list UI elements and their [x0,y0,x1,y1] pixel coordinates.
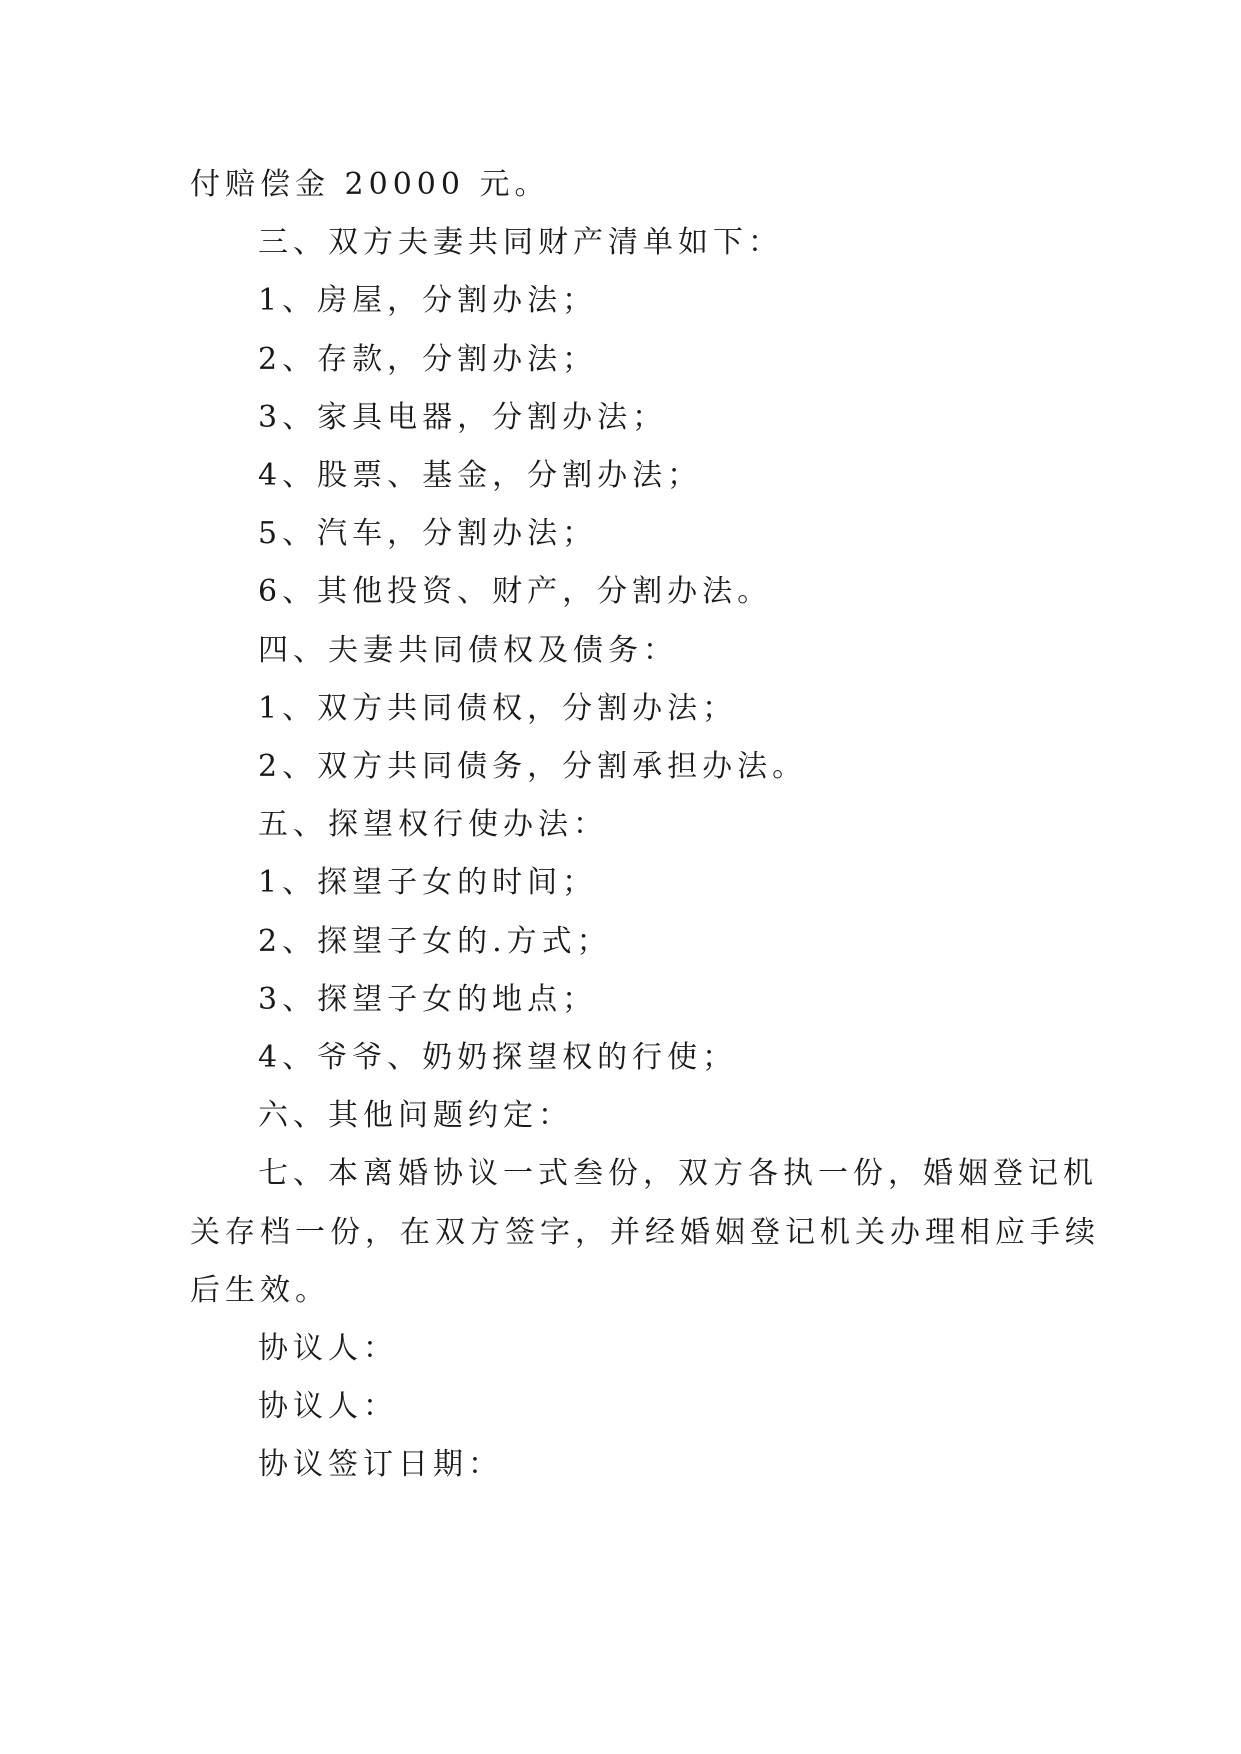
signing-date: 协议签订日期： [258,1447,503,1483]
property-item-savings: 2、存款，分割办法； [258,341,598,377]
property-item-house: 1、房屋，分割办法； [258,283,598,319]
debt-item-credits: 1、双方共同债权，分割办法； [258,690,738,726]
clause-seven-line-2: 关存档一份，在双方签字，并经婚姻登记机关办理相应手续 [190,1214,1100,1250]
signature-party-two: 协议人： [258,1389,398,1425]
clause-five-heading: 五、探望权行使办法： [258,807,608,843]
clause-seven-line-1: 七、本离婚协议一式叁份，双方各执一份，婚姻登记机 [258,1156,1098,1192]
clause-seven-line-3: 后生效。 [190,1272,330,1308]
visitation-item-time: 1、探望子女的时间； [258,865,598,901]
property-item-stocks: 4、股票、基金，分割办法； [258,458,703,494]
visitation-item-method: 2、探望子女的.方式； [258,923,612,959]
clause-three-heading: 三、双方夫妻共同财产清单如下： [258,225,783,261]
clause-four-heading: 四、夫妻共同债权及债务： [258,632,678,668]
document-body [190,156,1100,1495]
property-item-furniture: 3、家具电器，分割办法； [258,399,668,435]
visitation-item-grandparents: 4、爷爷、奶奶探望权的行使； [258,1040,738,1076]
clause-six-heading: 六、其他问题约定： [258,1098,573,1134]
debt-item-debts: 2、双方共同债务，分割承担办法。 [258,749,808,785]
compensation-line: 付赔偿金 20000 元。 [190,167,550,202]
signature-party-one: 协议人： [258,1331,398,1367]
visitation-item-location: 3、探望子女的地点； [258,981,598,1017]
property-item-other: 6、其他投资、财产，分割办法。 [258,574,773,610]
property-item-car: 5、汽车，分割办法； [258,516,598,552]
